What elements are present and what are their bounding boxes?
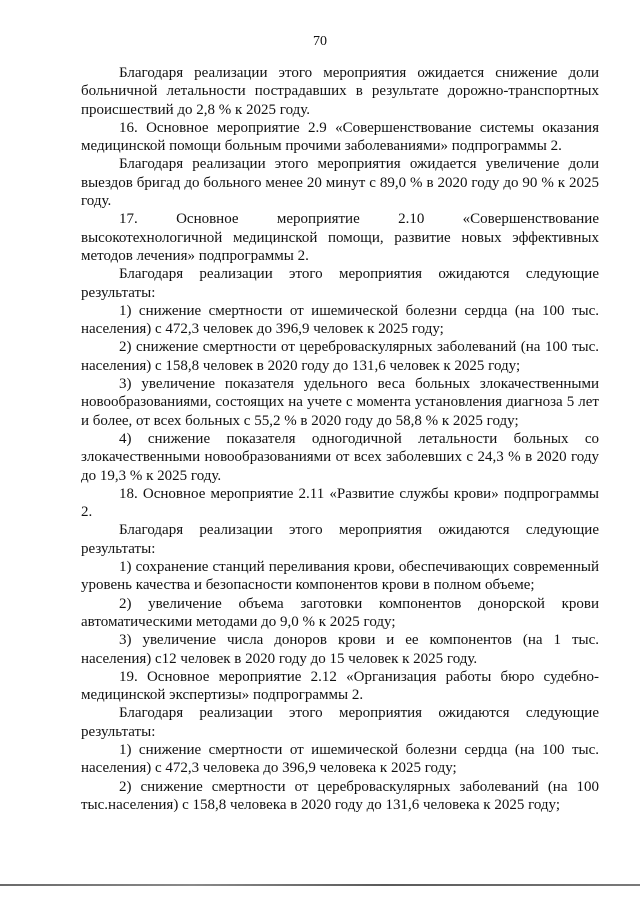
paragraph-9: 4) снижение показателя одногодичной летальности больных со злокачественными новообразованиями от всех заболевших с 24,3 % в 2020 году до 19,3 % к 2025 году.: [81, 430, 599, 484]
paragraph-13: 2) увеличение объема заготовки компонентов донорской крови автоматическими методами до 9,0 % к 2025 году;: [81, 595, 599, 630]
paragraph-8: 3) увеличение показателя удельного веса больных злокачественными новообразованиями, состоящих на учете с момента установления диагноза 5 лет и более, от всех больных с 55,2 % в 2020 году до 58,8 % к 2025 году;: [81, 376, 599, 429]
paragraph-14: 3) увеличение числа доноров крови и ее компонентов (на 1 тыс. населения) с12 человек в 2020 году до 15 человек к 2025 году.: [81, 632, 599, 667]
paragraph-3: Благодаря реализации этого мероприятия ожидается увеличение доли выездов бригад до больного менее 20 минут с 89,0 % в 2020 году до 90 % к 2025 году.: [81, 156, 599, 210]
paragraph-15: 19. Основное мероприятие 2.12 «Организация работы бюро судебно-медицинской экспертизы» подпрограммы 2.: [81, 668, 599, 704]
scan-bottom-edge: [0, 884, 640, 886]
paragraph-4: 17. Основное мероприятие 2.10 «Совершенствование высокотехнологичной медицинской помощи, развитие новых эффективных методов лечения» подпрограммы 2.: [81, 211, 599, 264]
paragraph-6: 1) снижение смертности от ишемической болезни сердца (на 100 тыс. населения) с 472,3 человек до 396,9 человек к 2025 году;: [81, 302, 599, 338]
paragraph-18: 2) снижение смертности от цереброваскулярных заболеваний (на 100 тыс.населения) с 158,8 человека в 2020 году до 131,6 человека к 2025 году;: [81, 778, 599, 813]
paragraph-16: Благодаря реализации этого мероприятия ожидаются следующие результаты:: [81, 705, 599, 740]
paragraph-5: Благодаря реализации этого мероприятия ожидаются следующие результаты:: [81, 266, 599, 301]
paragraph-10: 18. Основное мероприятие 2.11 «Развитие службы крови» подпрограммы 2.: [81, 485, 599, 521]
paragraph-11: Благодаря реализации этого мероприятия ожидаются следующие результаты:: [81, 522, 599, 557]
paragraph-12: 1) сохранение станций переливания крови, обеспечивающих современный уровень качества и безопасности компонентов крови в полном объеме;: [81, 559, 599, 594]
page-number: 70: [313, 34, 327, 49]
paragraph-2: 16. Основное мероприятие 2.9 «Совершенствование системы оказания медицинской помощи больным прочими заболеваниями» подпрограммы 2.: [81, 119, 599, 155]
paragraph-7: 2) снижение смертности от цереброваскулярных заболеваний (на 100 тыс. населения) с 158,8 человек в 2020 году до 131,6 человек к 2025 году;: [81, 339, 599, 374]
paragraph-1: Благодаря реализации этого мероприятия ожидается снижение доли больничной летальности пострадавших в результате дорожно-транспортных происшествий до 2,8 % к 2025 году.: [81, 65, 599, 118]
paragraph-17: 1) снижение смертности от ишемической болезни сердца (на 100 тыс. населения) с 472,3 человека до 396,9 человека к 2025 году;: [81, 741, 599, 777]
document-body: [81, 64, 599, 814]
